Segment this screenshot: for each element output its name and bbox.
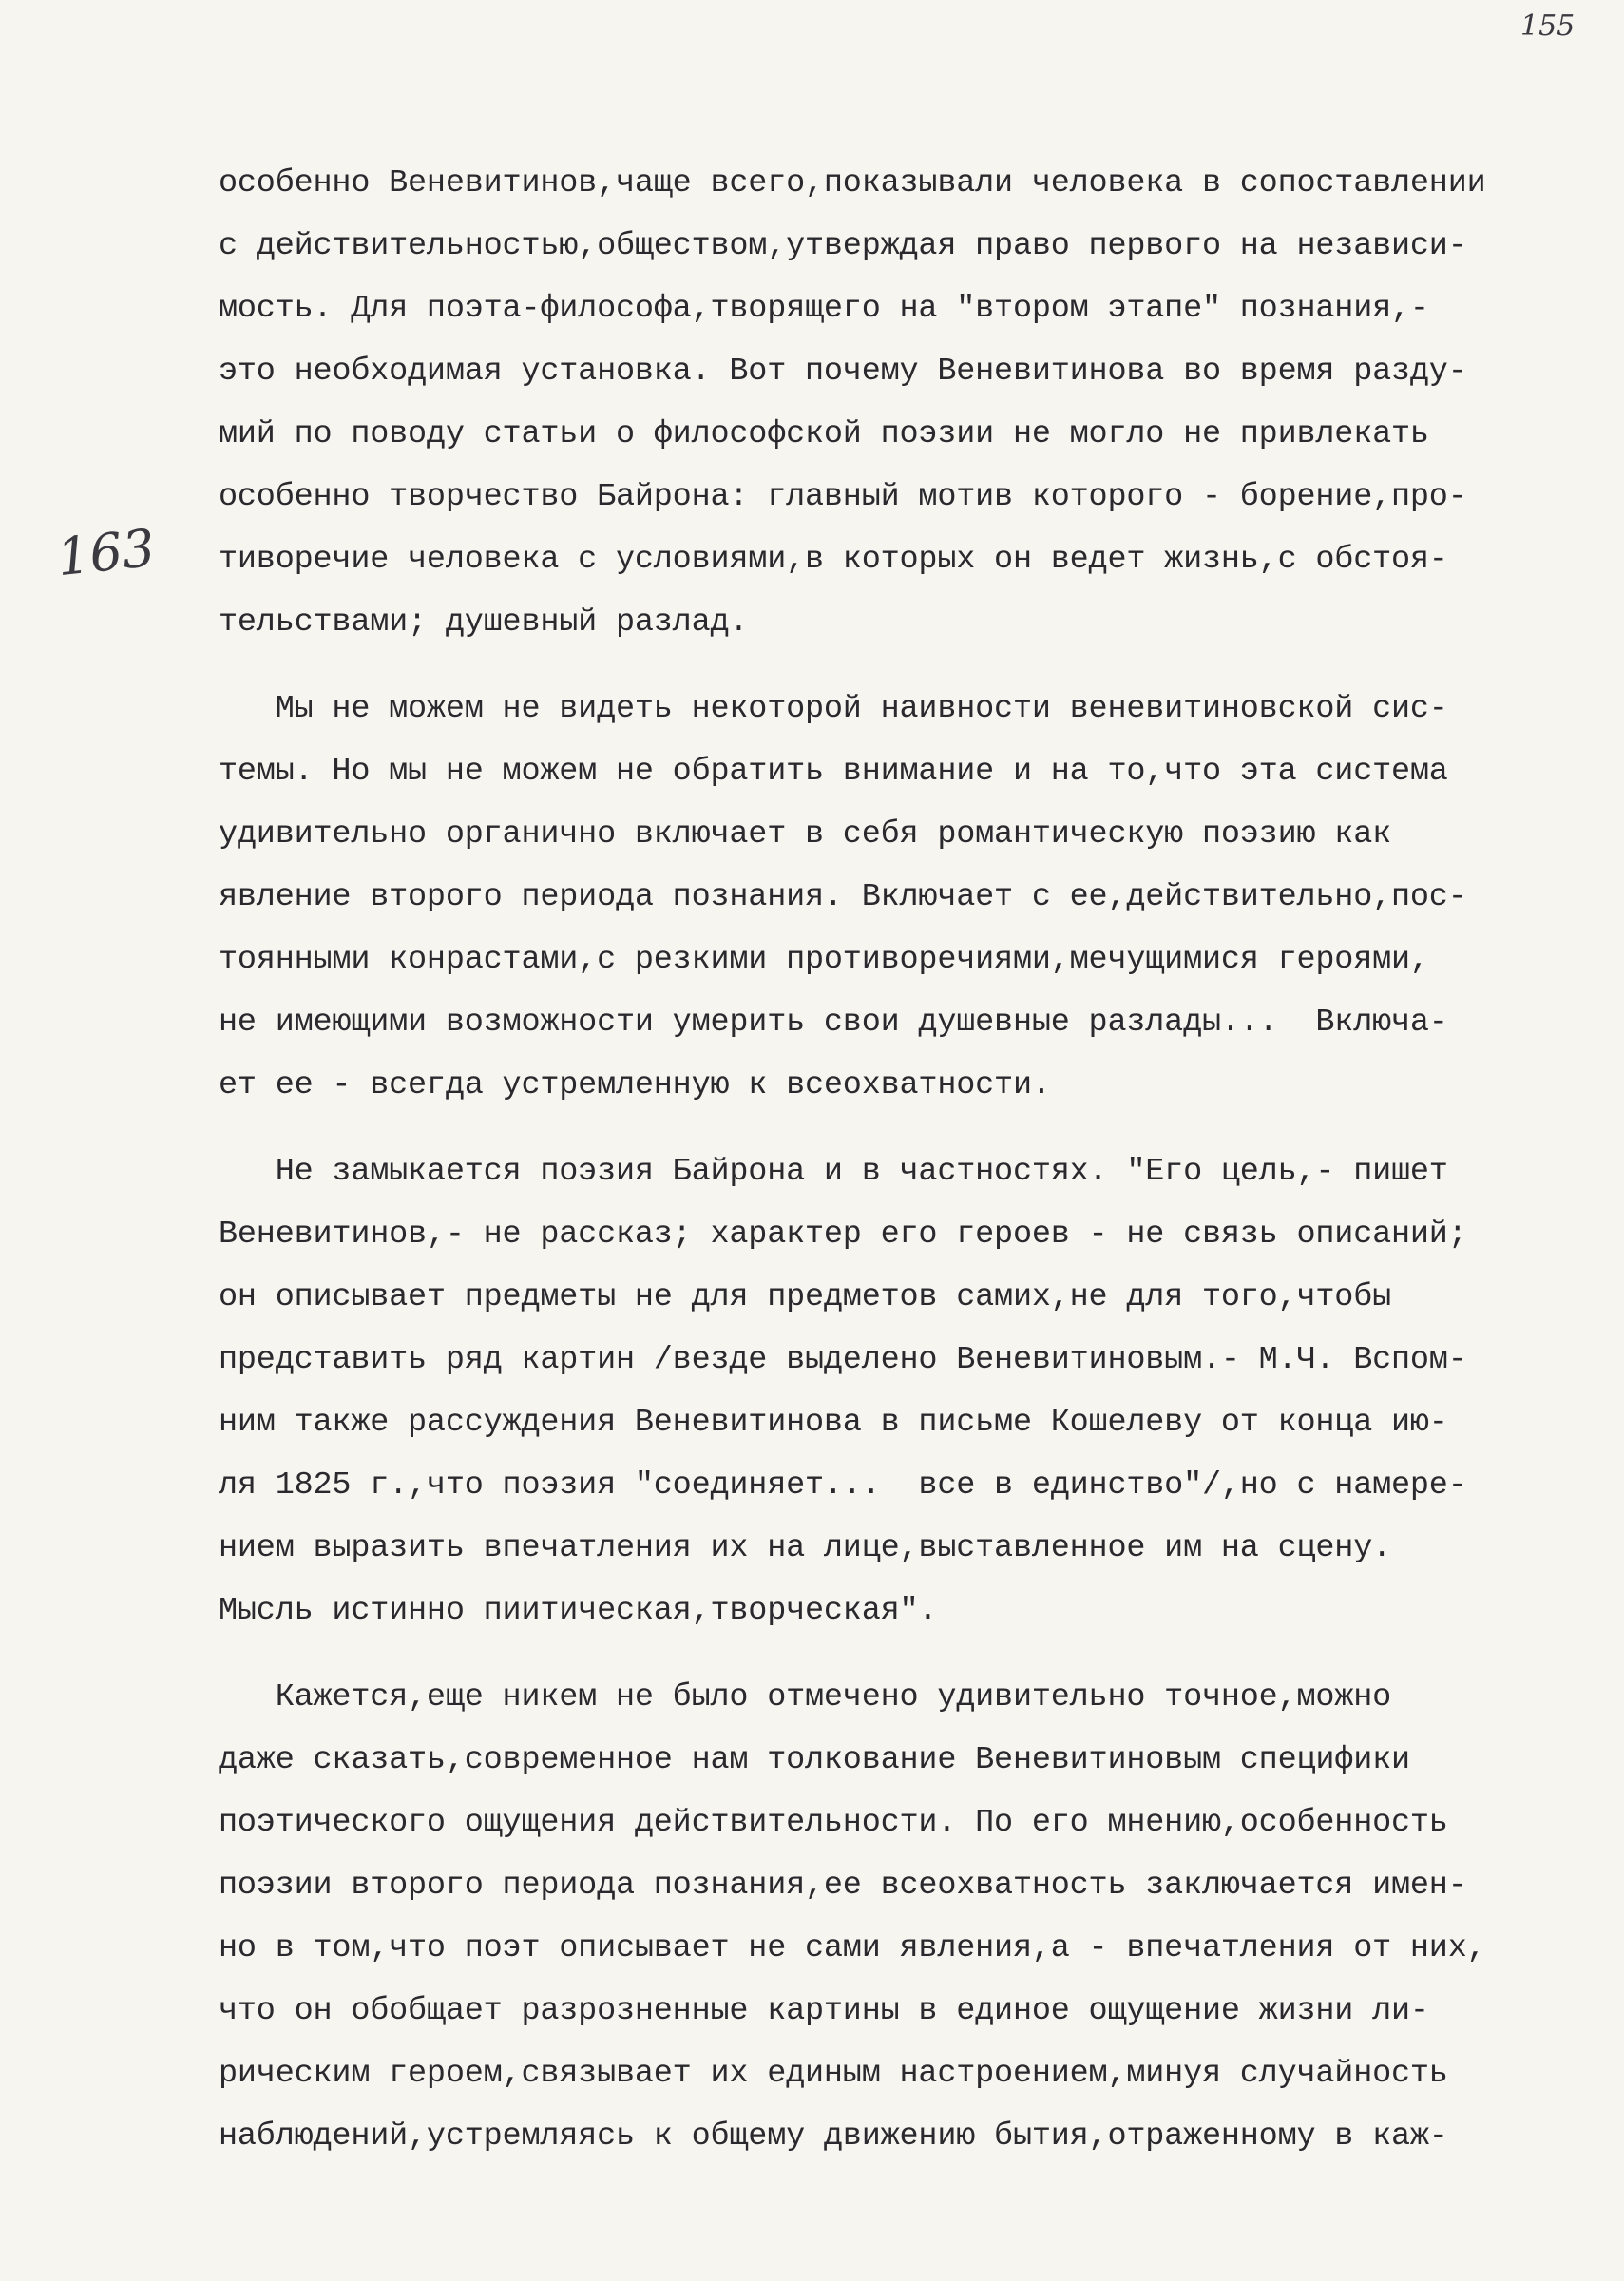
text-line: тиворечие человека с условиями,в которых он ведет жизнь,с обстоя- [219, 542, 1448, 578]
text-line: наблюдений,устремляясь к общему движению бытия,отраженному в каж- [219, 2118, 1448, 2155]
text-line: темы. Но мы не можем не обратить внимание и на то,что эта система [219, 754, 1448, 790]
text-line: Веневитинов,- не рассказ; характер его героев - не связь описаний; [219, 1217, 1467, 1253]
text-line: мость. Для поэта-философа,творящего на "втором этапе" познания,- [219, 291, 1429, 327]
text-line: с действительностью,обществом,утверждая право первого на независи- [219, 228, 1467, 264]
text-line: он описывает предметы не для предметов самих,не для того,чтобы [219, 1279, 1392, 1315]
text-line: нием выразить впечатления их на лице,выставленное им на сцену. [219, 1530, 1392, 1566]
paragraph-4 [219, 1666, 1587, 2168]
text-line: тельствами; душевный разлад. [219, 604, 749, 641]
text-line: представить ряд картин /везде выделено Веневитиновым.- М.Ч. Вспом- [219, 1342, 1467, 1378]
text-line: тоянными конрастами,с резкими противоречиями,мечущимися героями, [219, 942, 1429, 978]
text-line: особенно творчество Байрона: главный мотив которого - борение,про- [219, 479, 1467, 515]
page-number: 155 [1520, 10, 1576, 43]
text-line: ним также рассуждения Веневитинова в письме Кошелеву от конца ию- [219, 1405, 1448, 1441]
text-line: рическим героем,связывает их единым настроением,минуя случайность [219, 2056, 1448, 2092]
paragraph-3 [219, 1140, 1587, 1642]
text-line: явление второго периода познания. Включает с ее,действительно,пос- [219, 879, 1467, 915]
text-line: особенно Веневитинов,чаще всего,показывали человека в сопоставлении [219, 165, 1486, 201]
text-line: но в том,что поэт описывает не сами явления,а - впечатления от них, [219, 1930, 1486, 1966]
text-line: мий по поводу статьи о философской поэзии не могло не привлекать [219, 416, 1429, 452]
text-line: Мы не можем не видеть некоторой наивности веневитиновской сис- [219, 691, 1448, 727]
text-line: удивительно органично включает в себя романтическую поэзию как [219, 816, 1392, 853]
text-line: это необходимая установка. Вот почему Веневитинова во время разду- [219, 354, 1467, 390]
text-line: ля 1825 г.,что поэзия "соединяет... все в единство"/,но с намере- [219, 1467, 1467, 1504]
text-line: ет ее - всегда устремленную к всеохватности. [219, 1067, 1051, 1103]
text-line: поэтического ощущения действительности. По его мнению,особенность [219, 1805, 1448, 1841]
text-line: что он обобщает разрозненные картины в единое ощущение жизни ли- [219, 1993, 1429, 2029]
text-line: Кажется,еще никем не было отмечено удивительно точное,можно [219, 1679, 1392, 1716]
text-line: даже сказать,современное нам толкование Веневитиновым специфики [219, 1742, 1410, 1778]
paragraph-2 [219, 678, 1587, 1117]
handwritten-margin-note: 163 [53, 517, 159, 588]
body-text [219, 152, 1587, 2168]
paragraph-1 [219, 152, 1587, 654]
text-line: не имеющими возможности умерить свои душевные разлады... Включа- [219, 1005, 1448, 1041]
text-line: поэзии второго периода познания,ее всеохватность заключается имен- [219, 1868, 1467, 1904]
text-line: Не замыкается поэзия Байрона и в частностях. "Его цель,- пишет [219, 1154, 1448, 1190]
text-line: Мысль истинно пиитическая,творческая". [219, 1593, 938, 1629]
